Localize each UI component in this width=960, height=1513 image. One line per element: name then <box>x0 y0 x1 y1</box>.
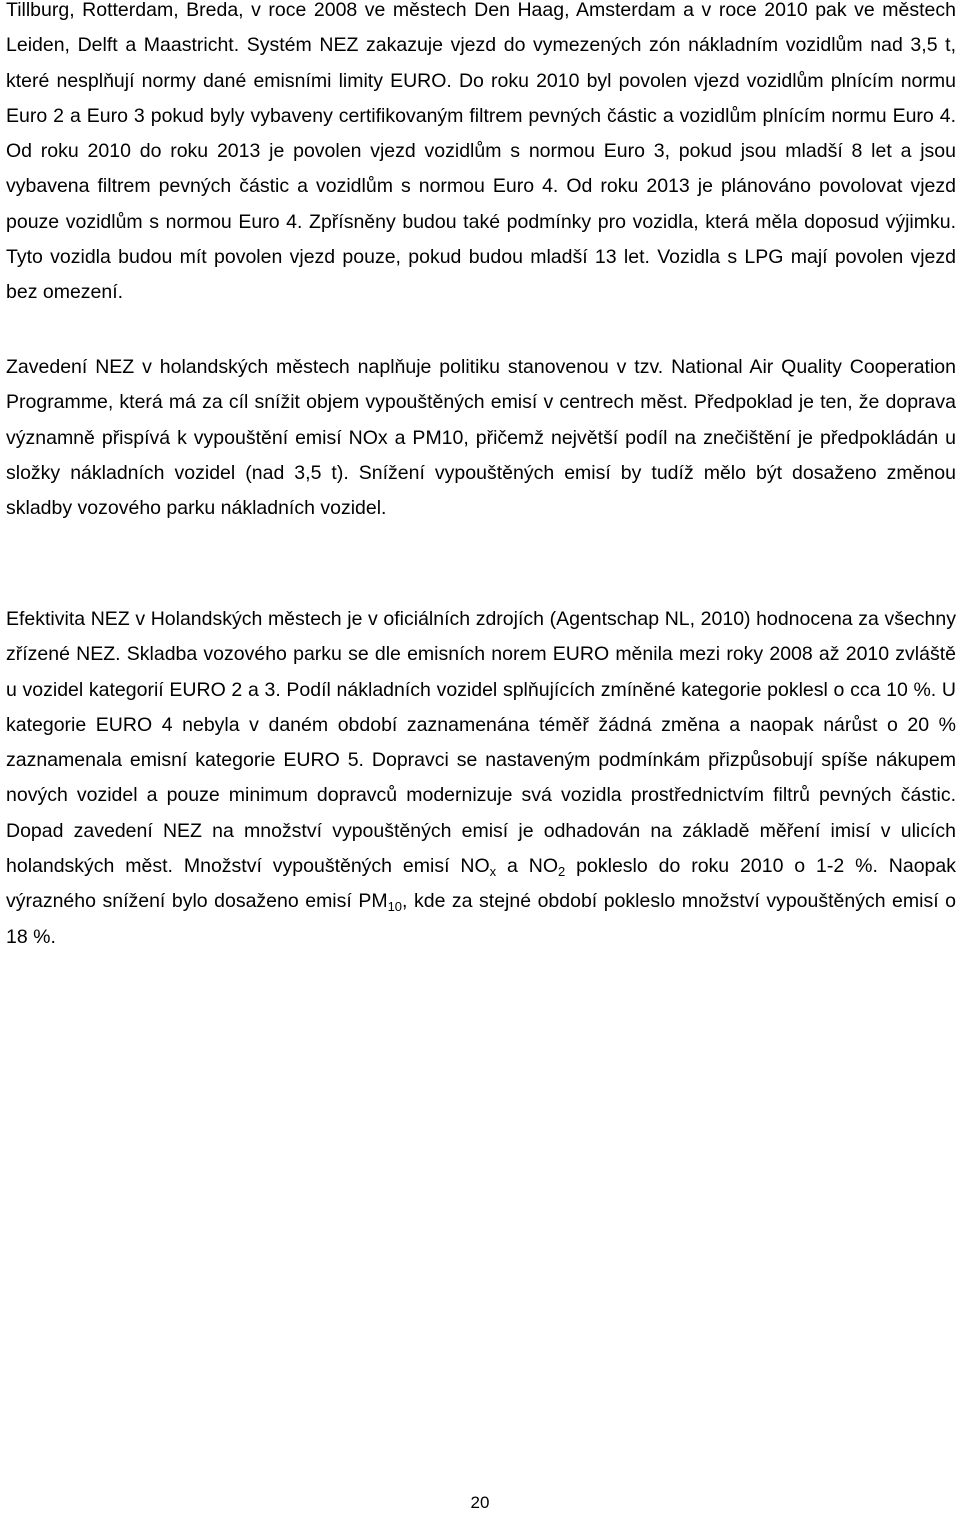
paragraph-nez-entry-rules: Tillburg, Rotterdam, Breda, v roce 2008 ve městech Den Haag, Amsterdam a v roce 2010 pak ve městech Leiden, Delft a Maastricht. Systém NEZ zakazuje vjezd do vymezených zón nákladním vozidlům nad 3,5 t, které nesplňují normy dané emisními limity EURO. Do roku 2010 byl povolen vjezd vozidlům plnícím normu Euro 2 a Euro 3 pokud byly vybaveny certifikovaným filtrem pevných částic a vozidlům plnícím normu Euro 4. Od roku 2010 do roku 2013 je povolen vjezd vozidlům s normou Euro 3, pokud jsou mladší 8 let a jsou vybavena filtrem pevných částic a vozidlům s normou Euro 4. Od roku 2013 je plánováno povolovat vjezd pouze vozidlům s normou Euro 4. Zpřísněny budou také podmínky pro vozidla, která měla doposud výjimku. Tyto vozidla budou mít povolen vjezd pouze, pokud budou mladší 13 let. Vozidla s LPG mají povolen vjezd bez omezení. <box>6 0 956 304</box>
effectiveness-text-part-3: pokleslo do roku 2010 o 1-2 %. Naopak výrazného snížení bylo dosaženo emisí PM <box>6 855 956 913</box>
no2-subscript: 2 <box>558 864 566 880</box>
pm10-subscript: 10 <box>387 899 403 915</box>
nox-subscript: x <box>489 864 497 880</box>
page-number: 20 <box>470 1493 490 1512</box>
paragraph-air-quality-programme: Zavedení NEZ v holandských městech naplňuje politiku stanovenou v tzv. National Air Quality Cooperation Programme, která má za cíl snížit objem vypouštěných emisí v centrech měst. Předpoklad je ten, že doprava významně přispívá k vypouštění emisí NOx a PM10, přičemž největší podíl na znečištění je předpokládán u složky nákladních vozidel (nad 3,5 t). Snížení vypouštěných emisí by tudíž mělo být dosaženo změnou skladby vozového parku nákladních vozidel. <box>6 356 956 520</box>
paragraph-nez-effectiveness <box>6 602 956 955</box>
effectiveness-text-part-1: Efektivita NEZ v Holandských městech je v oficiálních zdrojích (Agentschap NL, 2010) hodnocena za všechny zřízené NEZ. Skladba vozového parku se dle emisních norem EURO měnila mezi roky 2008 až 2010 zvláště u vozidel kategorií EURO 2 a 3. Podíl nákladních vozidel splňujících zmíněné kategorie poklesl o cca 10 %. U kategorie EURO 4 nebyla v daném období zaznamenána téměř žádná změna a naopak nárůst o 20 % zaznamenala emisní kategorie EURO 5. Dopravci se nastaveným podmínkám přizpůsobují spíše nákupem nových vozidel a pouze minimum dopravců modernizuje svá vozidla prostřednictvím filtrů pevných částic. Dopad zavedení NEZ na množství vypouštěných emisí je odhadován na základě měření imisí v ulicích holandských měst. Množství vypouštěných emisí NO <box>6 608 956 878</box>
effectiveness-text-part-4: , kde za stejné období pokleslo množství vypouštěných emisí o 18 %. <box>6 890 957 948</box>
effectiveness-text-part-2: a NO <box>496 855 559 878</box>
